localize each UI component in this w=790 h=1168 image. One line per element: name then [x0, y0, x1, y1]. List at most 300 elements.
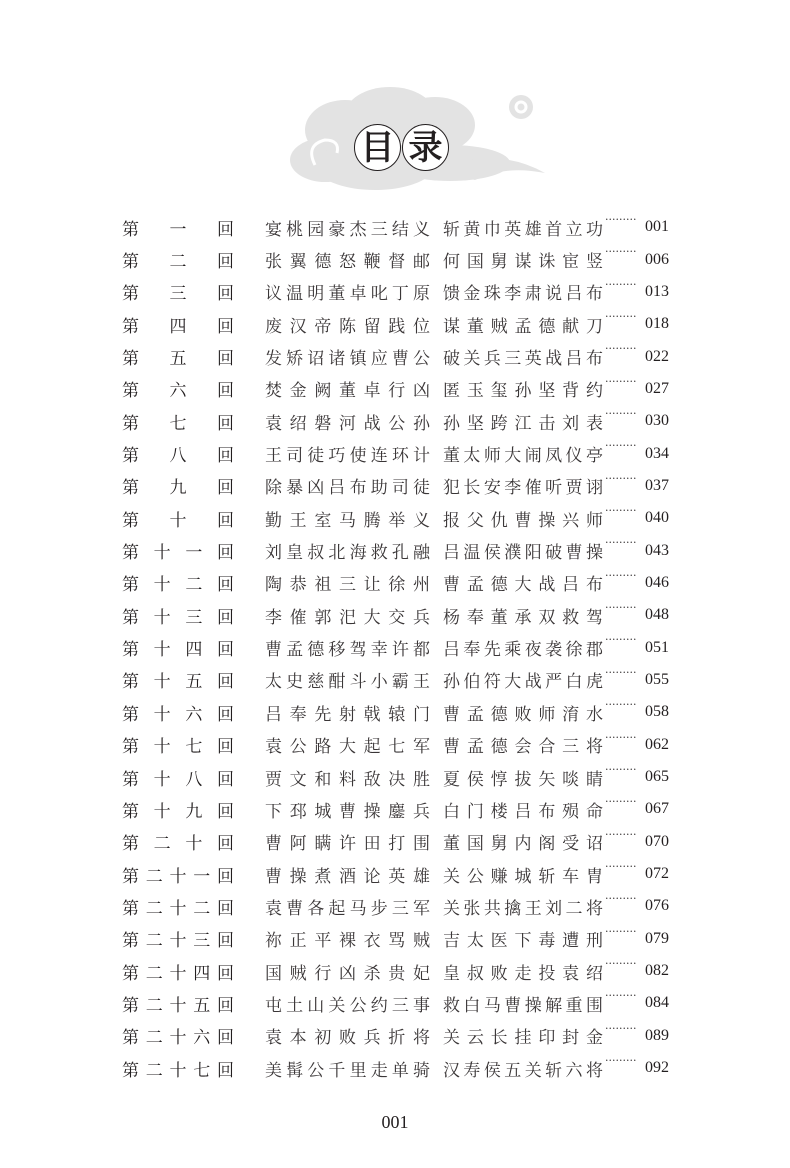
title-char: 诩 [585, 478, 603, 499]
chapter-label [122, 247, 234, 272]
chapter-label-char: 第 [122, 898, 139, 919]
chapter-title-second-line [443, 862, 603, 887]
toc-entry[interactable] [122, 567, 682, 599]
title-char: 连 [370, 446, 388, 467]
title-char: 陈 [338, 316, 356, 337]
title-char: 二 [565, 898, 583, 919]
title-char: 救 [562, 607, 580, 628]
title-char: 正 [289, 931, 307, 952]
chapter-label-char: 回 [217, 413, 234, 434]
chapter-label [122, 506, 234, 531]
toc-entry[interactable] [122, 405, 682, 437]
title-char: 孙 [514, 381, 532, 402]
title-char: 斩 [443, 219, 460, 240]
chapter-page-number: 062 [645, 735, 669, 753]
title-char: 山 [307, 995, 325, 1016]
title-char: 公 [388, 413, 406, 434]
title-char: 诏 [585, 834, 603, 855]
title-char: 师 [585, 510, 603, 531]
title-char: 孟 [286, 640, 304, 661]
title-char: 医 [490, 931, 508, 952]
title-char: 先 [314, 704, 332, 725]
toc-entry[interactable] [122, 955, 682, 987]
toc-entry[interactable] [122, 987, 682, 1019]
chapter-label-char: 七 [193, 1060, 211, 1081]
chapter-label-char: 一 [193, 866, 211, 887]
chapter-label [122, 376, 234, 401]
title-char: 傕 [289, 607, 307, 628]
title-char: 寿 [463, 1060, 481, 1081]
title-char: 董 [338, 381, 356, 402]
title-char: 阙 [314, 381, 332, 402]
title-char: 侯 [483, 543, 501, 564]
chapter-label-char: 第 [122, 1028, 139, 1049]
chapter-page-number: 013 [645, 282, 669, 300]
title-char: 绍 [585, 963, 603, 984]
chapter-title-first-line [265, 765, 430, 790]
title-char: 大 [504, 446, 522, 467]
title-char: 关 [328, 995, 346, 1016]
title-char: 土 [286, 995, 304, 1016]
title-char: 刀 [585, 316, 603, 337]
chapter-label [122, 991, 234, 1016]
chapter-label-char: 回 [216, 672, 234, 693]
title-char: 兵 [363, 1028, 381, 1049]
chapter-label [122, 1023, 234, 1048]
chapter-title-first-line [265, 797, 430, 822]
title-char: 谋 [514, 252, 532, 273]
chapter-title-second-line [443, 700, 603, 725]
chapter-title-second-line [443, 279, 603, 304]
title-char: 德 [490, 704, 508, 725]
title-char: 贾 [565, 478, 583, 499]
leader-dots: ········· [605, 568, 637, 582]
chapter-label-char: 回 [216, 607, 234, 628]
title-char: 暴 [286, 478, 304, 499]
title-char: 公 [466, 866, 484, 887]
title-char: 舅 [490, 834, 508, 855]
title-char: 事 [412, 995, 430, 1016]
title-char: 杨 [443, 607, 460, 628]
title-char-mu: 目 [354, 124, 401, 171]
title-char: 太 [466, 931, 484, 952]
toc-entry[interactable] [122, 308, 682, 340]
title-char: 雄 [412, 866, 430, 887]
title-char: 焚 [265, 381, 282, 402]
chapter-label-char: 回 [216, 543, 234, 564]
chapter-label-char: 回 [216, 801, 234, 822]
title-char: 六 [565, 1060, 583, 1081]
title-char: 皇 [286, 543, 304, 564]
chapter-title-first-line [265, 376, 430, 401]
chapter-label-char: 回 [217, 316, 234, 337]
title-char: 贵 [388, 963, 406, 984]
toc-entry[interactable] [122, 211, 682, 243]
chapter-label-char: 回 [217, 381, 234, 402]
title-char: 英 [504, 219, 522, 240]
leader-dots: ········· [605, 1053, 637, 1067]
title-char: 北 [328, 543, 346, 564]
page-number: 001 [381, 1112, 409, 1132]
chapter-label-char: 一 [169, 219, 187, 240]
title-char: 髯 [286, 1060, 304, 1081]
toc-entry[interactable] [122, 534, 682, 566]
title-char: 桃 [286, 219, 304, 240]
title-char: 袁 [265, 898, 282, 919]
title-char: 孙 [443, 413, 460, 434]
chapter-label-char: 二 [153, 834, 171, 855]
title-char: 凶 [412, 381, 430, 402]
title-char: 祢 [265, 931, 282, 952]
title-char: 郡 [585, 640, 603, 661]
chapter-label-char: 十 [169, 510, 187, 531]
title-char: 李 [265, 607, 282, 628]
toc-entry[interactable] [122, 696, 682, 728]
title-char: 州 [412, 575, 430, 596]
chapter-label-char: 回 [217, 252, 234, 273]
title-char: 拔 [514, 769, 532, 790]
toc-entry[interactable] [122, 340, 682, 372]
title-char: 重 [565, 995, 583, 1016]
title-char: 战 [538, 575, 556, 596]
title-char: 孟 [514, 316, 532, 337]
toc-entry[interactable] [122, 858, 682, 890]
chapter-page-number: 076 [645, 897, 669, 915]
chapter-label-char: 五 [193, 995, 211, 1016]
toc-entry[interactable] [122, 502, 682, 534]
leader-dots: ········· [605, 407, 637, 421]
chapter-title-second-line [443, 409, 603, 434]
title-char: 阳 [524, 543, 542, 564]
title-char: 德 [490, 737, 508, 758]
chapter-label-char: 六 [169, 381, 187, 402]
title-char: 战 [524, 672, 542, 693]
title-char: 功 [585, 219, 603, 240]
title-char: 田 [363, 834, 381, 855]
title-char: 玉 [466, 381, 484, 402]
title-char: 文 [289, 769, 307, 790]
title-char: 长 [490, 1028, 508, 1049]
title-char: 叔 [466, 963, 484, 984]
chapter-label-char: 十 [153, 607, 171, 628]
chapter-label-char: 第 [122, 737, 139, 758]
chapter-label-char: 十 [169, 898, 187, 919]
title-char: 符 [483, 672, 501, 693]
title-char: 三 [562, 737, 580, 758]
title-char: 将 [412, 1028, 430, 1049]
chapter-title-second-line [443, 797, 603, 822]
title-char: 关 [524, 1060, 542, 1081]
title-char: 豪 [328, 219, 346, 240]
title-char: 刘 [545, 898, 563, 919]
chapter-label [122, 603, 234, 628]
chapter-label [122, 279, 234, 304]
title-char: 裸 [338, 931, 356, 952]
title-char: 起 [363, 737, 381, 758]
toc-entry[interactable] [122, 243, 682, 275]
title-char: 献 [562, 316, 580, 337]
chapter-title-second-line [443, 991, 603, 1016]
title-char: 破 [545, 543, 563, 564]
title-char: 七 [388, 737, 406, 758]
chapter-title-first-line [265, 1056, 430, 1081]
leader-dots: ········· [605, 342, 637, 356]
title-char: 双 [538, 607, 556, 628]
title-char: 大 [363, 607, 381, 628]
chapter-page-number: 051 [645, 638, 669, 656]
title-char: 曹 [391, 349, 409, 370]
chapter-title-first-line [265, 894, 430, 919]
chapter-label-char: 第 [122, 316, 139, 337]
title-char: 孟 [466, 704, 484, 725]
chapter-label-char: 第 [122, 446, 139, 467]
title-char: 曹 [504, 995, 522, 1016]
chapter-label [122, 570, 234, 595]
title-char: 马 [338, 510, 356, 531]
title-char: 布 [585, 575, 603, 596]
title-char: 毒 [538, 931, 556, 952]
chapter-label-char: 第 [122, 349, 139, 370]
title-char: 云 [466, 1028, 484, 1049]
title-char: 董 [466, 316, 484, 337]
chapter-page-number: 055 [645, 670, 669, 688]
leader-dots: ········· [605, 859, 637, 873]
chapter-label [122, 829, 234, 854]
chapter-title-first-line [265, 344, 430, 369]
chapter-label-char: 十 [169, 931, 187, 952]
title-char: 徐 [388, 575, 406, 596]
chapter-label-char: 回 [217, 349, 234, 370]
chapter-page-number: 046 [645, 573, 669, 591]
title-char: 初 [314, 1028, 332, 1049]
title-char: 国 [466, 252, 484, 273]
title-char: 刘 [562, 413, 580, 434]
chapter-title-first-line [265, 473, 430, 498]
chapter-title-second-line [443, 1023, 603, 1048]
title-char: 军 [412, 737, 430, 758]
chapter-page-number: 030 [645, 412, 669, 430]
toc-entry[interactable] [122, 373, 682, 405]
chapter-title-second-line [443, 765, 603, 790]
title-char: 殒 [562, 801, 580, 822]
chapter-label-char: 九 [169, 478, 187, 499]
leader-dots: ········· [605, 989, 637, 1003]
toc-entry[interactable] [122, 470, 682, 502]
chapter-label-char: 第 [122, 381, 139, 402]
chapter-label-char: 回 [217, 510, 234, 531]
chapter-label-char: 第 [122, 834, 139, 855]
title-char: 坚 [538, 381, 556, 402]
title-char: 温 [286, 284, 304, 305]
chapter-label [122, 538, 234, 563]
chapter-page-number: 079 [645, 929, 669, 947]
toc-entry[interactable] [122, 631, 682, 663]
toc-entry[interactable] [122, 761, 682, 793]
title-char: 议 [265, 284, 282, 305]
chapter-title-first-line [265, 215, 430, 240]
title-char: 使 [349, 446, 367, 467]
chapter-title-second-line [443, 441, 603, 466]
chapter-title-second-line [443, 344, 603, 369]
toc-entry[interactable] [122, 793, 682, 825]
chapter-title-first-line [265, 700, 430, 725]
title-char: 里 [349, 1060, 367, 1081]
title-char: 屯 [265, 995, 282, 1016]
chapter-page-number: 089 [645, 1026, 669, 1044]
title-char: 吕 [265, 704, 282, 725]
chapter-title-first-line [265, 667, 430, 692]
title-char: 应 [370, 349, 388, 370]
chapter-label-char: 十 [153, 737, 171, 758]
title-char: 奉 [463, 640, 481, 661]
title-char: 原 [412, 284, 430, 305]
title-char: 侯 [483, 1060, 501, 1081]
title-char: 废 [265, 316, 282, 337]
toc-entry[interactable] [122, 826, 682, 858]
title-char: 何 [443, 252, 460, 273]
leader-dots: ········· [605, 213, 637, 226]
title-char: 举 [388, 510, 406, 531]
title-char: 曹 [443, 704, 460, 725]
title-char: 曹 [443, 737, 460, 758]
chapter-label-char: 回 [217, 931, 234, 952]
title-char: 跨 [490, 413, 508, 434]
chapter-label-char: 十 [169, 866, 187, 887]
toc-entry[interactable] [122, 1020, 682, 1052]
chapter-label-char: 回 [217, 1028, 234, 1049]
title-char: 解 [545, 995, 563, 1016]
title-char: 战 [545, 349, 563, 370]
chapter-title-second-line [443, 538, 603, 563]
leader-dots: ········· [605, 795, 637, 809]
title-char: 下 [265, 801, 282, 822]
title-char: 汜 [338, 607, 356, 628]
title-char: 会 [514, 737, 532, 758]
title-char: 舅 [490, 252, 508, 273]
title-char: 三 [391, 898, 409, 919]
title-char: 谋 [443, 316, 460, 337]
chapter-label-char: 第 [122, 866, 139, 887]
chapter-label-char: 二 [145, 963, 163, 984]
title-char: 酒 [338, 866, 356, 887]
title-char: 孟 [466, 575, 484, 596]
title-char: 安 [483, 478, 501, 499]
title-char: 操 [524, 995, 542, 1016]
chapter-title-second-line [443, 473, 603, 498]
title-char: 园 [307, 219, 325, 240]
title-char: 各 [307, 898, 325, 919]
title-char: 楼 [490, 801, 508, 822]
chapter-label-char: 四 [169, 316, 187, 337]
title-char: 曹 [338, 801, 356, 822]
title-char: 凶 [307, 478, 325, 499]
chapter-label-char: 回 [217, 898, 234, 919]
chapter-label-char: 第 [122, 284, 139, 305]
title-char: 公 [412, 349, 430, 370]
title-char: 王 [289, 510, 307, 531]
title-char: 伯 [463, 672, 481, 693]
chapter-label-char: 第 [122, 640, 139, 661]
chapter-label-char: 第 [122, 478, 139, 499]
toc-entry[interactable] [122, 923, 682, 955]
chapter-label-char: 四 [185, 640, 203, 661]
title-char: 敌 [363, 769, 381, 790]
chapter-label [122, 959, 234, 984]
title-char: 邮 [412, 252, 430, 273]
toc-entry[interactable] [122, 599, 682, 631]
title-char: 曹 [265, 834, 282, 855]
title-char: 酣 [328, 672, 346, 693]
chapter-title-second-line [443, 635, 603, 660]
title-char: 受 [562, 834, 580, 855]
toc-entry[interactable] [122, 729, 682, 761]
chapter-label-char: 二 [169, 252, 187, 273]
title-char: 小 [370, 672, 388, 693]
title-char: 许 [391, 640, 409, 661]
title-char: 刘 [265, 543, 282, 564]
title-char: 翼 [289, 252, 307, 273]
title-char: 董 [443, 446, 460, 467]
toc-entry[interactable] [122, 664, 682, 696]
chapter-title-second-line [443, 312, 603, 337]
title-char: 丁 [391, 284, 409, 305]
chapter-label-char: 八 [185, 769, 203, 790]
title-char: 董 [443, 834, 460, 855]
title-char: 李 [504, 478, 522, 499]
chapter-label [122, 473, 234, 498]
toc-entry[interactable] [122, 1052, 682, 1084]
chapter-label-char: 二 [185, 575, 203, 596]
title-char: 叔 [307, 543, 325, 564]
chapter-title-first-line [265, 926, 430, 951]
chapter-label-char: 三 [193, 931, 211, 952]
title-char: 师 [483, 446, 501, 467]
title-char: 帝 [314, 316, 332, 337]
chapter-label-char: 二 [145, 931, 163, 952]
leader-dots: ········· [605, 439, 637, 453]
leader-dots: ········· [605, 504, 637, 518]
chapter-page-number: 027 [645, 379, 669, 397]
title-char: 军 [412, 898, 430, 919]
title-char: 战 [363, 413, 381, 434]
title-char: 平 [314, 931, 332, 952]
title-char: 城 [314, 801, 332, 822]
chapter-label-char: 第 [122, 607, 139, 628]
title-char: 奉 [466, 607, 484, 628]
toc-entry[interactable] [122, 890, 682, 922]
chapter-title-second-line [443, 506, 603, 531]
chapter-title-second-line [443, 570, 603, 595]
toc-entry[interactable] [122, 276, 682, 308]
title-char: 助 [370, 478, 388, 499]
chapter-label [122, 635, 234, 660]
toc-entry[interactable] [122, 437, 682, 469]
title-char: 大 [504, 672, 522, 693]
title-char: 曹 [265, 640, 282, 661]
title-char: 闹 [524, 446, 542, 467]
title-char: 布 [585, 349, 603, 370]
title-char: 射 [338, 704, 356, 725]
title-char-lu: 录 [402, 124, 449, 171]
leader-dots: ········· [605, 730, 637, 744]
title-char: 霸 [391, 672, 409, 693]
title-char: 许 [338, 834, 356, 855]
chapter-label-char: 第 [122, 769, 139, 790]
title-char: 门 [412, 704, 430, 725]
chapter-page-number: 001 [645, 218, 669, 236]
title-char: 司 [391, 478, 409, 499]
chapter-label-char: 九 [185, 801, 203, 822]
